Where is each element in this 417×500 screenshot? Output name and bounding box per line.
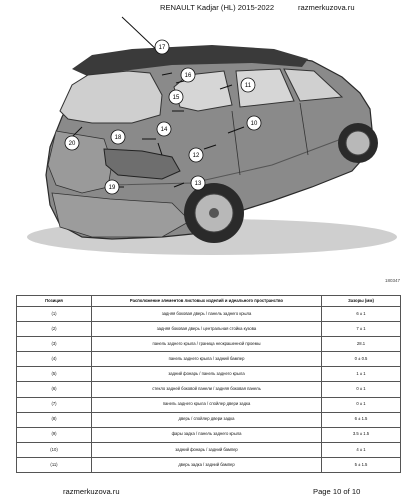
callout-11-label: 11 — [244, 83, 252, 89]
cell-gap: 4 ± 1 — [322, 442, 401, 457]
cell-position: (9) — [17, 427, 92, 442]
table-row — [17, 352, 401, 367]
car-illustration — [12, 15, 405, 277]
cell-position: (2) — [17, 322, 92, 337]
callout-17 — [155, 40, 169, 54]
table-row — [17, 367, 401, 382]
table-row — [17, 457, 401, 472]
cell-gap: 7 ± 1 — [322, 322, 401, 337]
cell-location: фары задка / панель заднего крыла — [92, 427, 322, 442]
figure-reference: 180347 — [385, 278, 401, 283]
callout-19 — [105, 180, 119, 194]
callout-12 — [189, 148, 203, 162]
table-row — [17, 307, 401, 322]
page-number: Page 10 of 10 — [313, 487, 361, 496]
cell-position: (5) — [17, 367, 92, 382]
column-header-position: Позиция — [17, 296, 92, 307]
cell-gap: 0 ± 1 — [322, 382, 401, 397]
callout-13 — [191, 176, 205, 190]
front-wheel — [338, 123, 378, 163]
cell-location: панель заднего крыла / задний бампер — [92, 352, 322, 367]
table-row — [17, 382, 401, 397]
footer-site-link[interactable]: razmerkuzova.ru — [63, 487, 120, 496]
cell-location: задняя боковая дверь / панель заднего крыла — [92, 307, 322, 322]
table-row — [17, 337, 401, 352]
callout-16 — [181, 68, 195, 82]
callout-12-label: 12 — [192, 153, 200, 159]
cell-position: (4) — [17, 352, 92, 367]
cell-gap: 0 ± 1 — [322, 397, 401, 412]
callout-10 — [247, 116, 261, 130]
cell-position: (10) — [17, 442, 92, 457]
cell-gap: 5 ± 1.5 — [322, 457, 401, 472]
rear-window — [60, 71, 162, 123]
table-header-row — [17, 296, 401, 307]
cell-location: задний фонарь / панель заднего крыла — [92, 367, 322, 382]
callout-18-label: 18 — [114, 135, 122, 141]
cell-gap: 6 ± 1.5 — [322, 412, 401, 427]
cell-position: (7) — [17, 397, 92, 412]
callout-14 — [157, 122, 171, 136]
callout-11 — [241, 78, 255, 92]
table-row — [17, 442, 401, 457]
callout-16-label: 16 — [184, 73, 192, 79]
cell-location: панель заднего крыла / спойлер двери задка — [92, 397, 322, 412]
cell-gap: 1 ± 1 — [322, 367, 401, 382]
rear-wheel — [184, 183, 244, 243]
table-row — [17, 322, 401, 337]
cell-position: (1) — [17, 307, 92, 322]
cell-gap: 3.5 ± 1.5 — [322, 427, 401, 442]
callout-14-label: 14 — [160, 127, 168, 133]
gap-table — [16, 295, 400, 481]
callout-20-label: 20 — [68, 141, 76, 147]
callout-13-label: 13 — [194, 181, 202, 187]
table-row — [17, 412, 401, 427]
cell-location: задний фонарь / задний бампер — [92, 442, 322, 457]
cell-location: задняя боковая дверь / центральная стойка кузова — [92, 322, 322, 337]
cell-position: (3) — [17, 337, 92, 352]
callout-19-label: 19 — [108, 185, 116, 191]
document-title: RENAULT Kadjar (HL) 2015-2022 — [160, 3, 275, 12]
cell-location: панель заднего крыла / граница неокрашенной проемы — [92, 337, 322, 352]
callout-10-label: 10 — [250, 121, 258, 127]
cell-gap: 28.1 — [322, 337, 401, 352]
callout-18 — [111, 130, 125, 144]
page-footer — [0, 487, 417, 499]
column-header-location: Расположение элементов листовых изделий и идеального пространство — [92, 296, 322, 307]
callout-17-label: 17 — [158, 45, 166, 51]
page-header — [0, 3, 417, 15]
cell-position: (8) — [17, 412, 92, 427]
callout-15 — [169, 90, 183, 104]
cell-position: (6) — [17, 382, 92, 397]
cell-location: стекло задней боковой панели / задняя боковая панель — [92, 382, 322, 397]
callout-15-label: 15 — [172, 95, 180, 101]
table-row — [17, 427, 401, 442]
cell-location: дверь / спойлер двери задка — [92, 412, 322, 427]
car-gap-diagram — [12, 15, 405, 283]
header-site-link[interactable]: razmerkuzova.ru — [298, 3, 355, 12]
table-row — [17, 397, 401, 412]
callout-20 — [65, 136, 79, 150]
cell-position: (11) — [17, 457, 92, 472]
cell-gap: 6 ± 1 — [322, 307, 401, 322]
cell-location: дверь задка / задний бампер — [92, 457, 322, 472]
column-header-gap: Зазоры (мм) — [322, 296, 401, 307]
tailgate — [48, 131, 112, 193]
cell-gap: 0 ± 0.5 — [322, 352, 401, 367]
